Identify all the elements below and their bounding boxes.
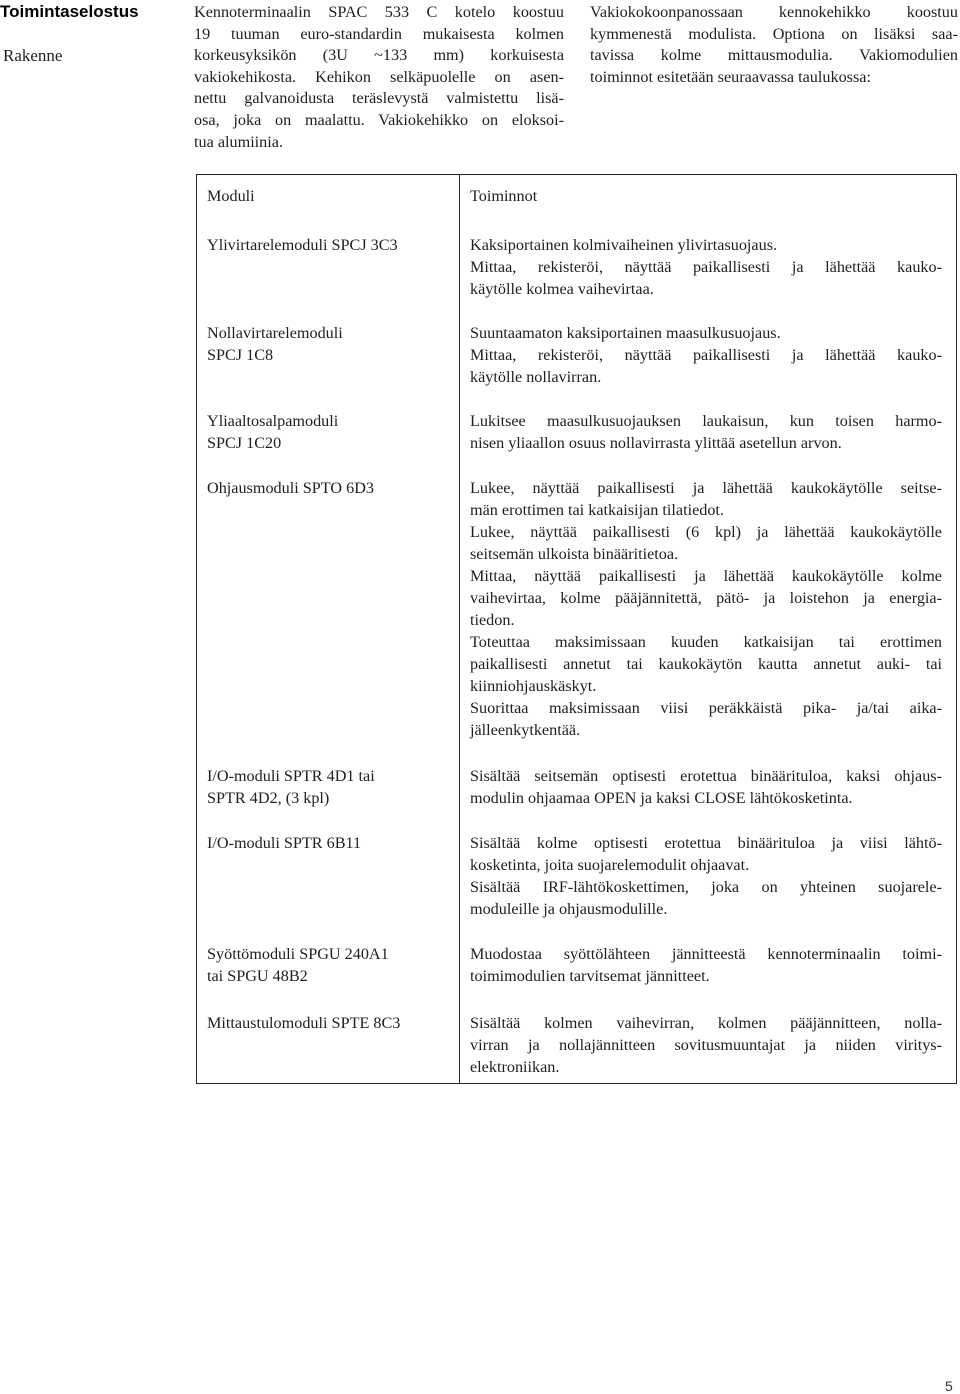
function-line: Sisältää kolmen vaihevirran, kolmen pääjännitteen, nolla-	[470, 1014, 942, 1032]
text-line: tavissa kolme mittausmodulia. Vakiomodulien	[590, 46, 958, 65]
section-subtitle: Rakenne	[3, 46, 63, 65]
function-line: moduleille ja ohjausmodulille.	[470, 900, 668, 918]
function-line: modulin ohjaamaa OPEN ja kaksi CLOSE lähtökosketinta.	[470, 789, 853, 807]
table-column-divider	[459, 174, 460, 1084]
table-cell-module	[207, 832, 453, 854]
text-line: 19 tuuman euro-standardin mukaisesta kolmen	[194, 24, 564, 43]
text-line: korkeusyksikön (3U ~133 mm) korkuisesta	[194, 46, 564, 65]
function-line: Lukee, näyttää paikallisesti (6 kpl) ja lähettää kaukokäytölle	[470, 523, 942, 541]
function-line: Sisältää kolme optisesti erotettua binäärituloa ja viisi lähtö-	[470, 834, 942, 852]
text-line: osa, joka on maalattu. Vakiokehikko on eloksoi-	[194, 110, 564, 129]
function-line: käytölle nollavirran.	[470, 368, 602, 386]
function-line: Sisältää seitsemän optisesti erotettua binäärituloa, kaksi ohjaus-	[470, 767, 942, 785]
table-cell-functions	[470, 1012, 942, 1078]
table-cell-functions	[470, 765, 942, 809]
function-line: Kaksiportainen kolmivaiheinen ylivirtasuojaus.	[470, 236, 778, 254]
function-line: kiinniohjauskäskyt.	[470, 677, 597, 695]
table-header-module: Moduli	[207, 187, 255, 205]
function-line: Suorittaa maksimissaan viisi peräkkäistä pika- ja/tai aika-	[470, 699, 942, 717]
text-line: toiminnot esitetään seuraavassa taulukossa:	[590, 67, 871, 86]
table-cell-functions	[470, 410, 942, 454]
text-line: nettu galvanoidusta teräslevystä valmistettu lisä-	[194, 89, 564, 108]
table-cell-module	[207, 234, 453, 256]
table-cell-module	[207, 943, 453, 987]
function-line: Suuntaamaton kaksiportainen maasulkusuojaus.	[470, 324, 781, 342]
module-name-line: SPTR 4D2, (3 kpl)	[207, 789, 330, 807]
function-line: paikallisesti annetut tai kaukokäytön kautta annetut auki- tai	[470, 655, 942, 673]
table-cell-module	[207, 322, 453, 366]
module-name-line: SPCJ 1C8	[207, 346, 274, 364]
intro-right-paragraph	[590, 2, 958, 88]
function-line: män erottimen tai katkaisijan tilatiedot.	[470, 501, 724, 519]
function-line: Mittaa, näyttää paikallisesti ja lähettää kaukokäytölle kolme	[470, 567, 942, 585]
function-line: Mittaa, rekisteröi, näyttää paikallisesti ja lähettää kauko-	[470, 258, 942, 276]
table-cell-module	[207, 410, 453, 454]
function-line: seitsemän ulkoista binääritietoa.	[470, 545, 679, 563]
module-name-line: tai SPGU 48B2	[207, 967, 308, 985]
function-line: virran ja nollajännitteen sovitusmuuntajat ja niiden viritys-	[470, 1036, 942, 1054]
intro-left-paragraph	[194, 2, 564, 153]
module-name-line: Ylivirtarelemoduli SPCJ 3C3	[207, 236, 398, 254]
module-name-line: I/O-moduli SPTR 4D1 tai	[207, 767, 375, 785]
function-line: vaihevirtaa, kolme pääjännitettä, pätö- ja loistehon ja energia-	[470, 589, 942, 607]
table-cell-functions	[470, 477, 942, 741]
function-line: elektroniikan.	[470, 1058, 560, 1076]
text-line: vakiokehikosta. Kehikon selkäpuolelle on asen-	[194, 67, 564, 86]
function-line: Toteuttaa maksimissaan kuuden katkaisijan tai erottimen	[470, 633, 942, 651]
function-line: Lukitsee maasulkusuojauksen laukaisun, kun toisen harmo-	[470, 412, 942, 430]
function-line: Muodostaa syöttölähteen jännitteestä kennoterminaalin toimi-	[470, 945, 942, 963]
page-number: 5	[945, 1378, 953, 1394]
function-line: käytölle kolmea vaihevirtaa.	[470, 280, 654, 298]
table-cell-functions	[470, 832, 942, 920]
table-cell-functions	[470, 322, 942, 388]
function-line: Sisältää IRF-lähtökoskettimen, joka on yhteinen suojarele-	[470, 878, 942, 896]
module-name-line: Ohjausmoduli SPTO 6D3	[207, 479, 374, 497]
module-name-line: Nollavirtarelemoduli	[207, 324, 343, 342]
table-cell-functions	[470, 234, 942, 300]
function-line: nisen yliaallon osuus nollavirrasta ylittää asetellun arvon.	[470, 434, 842, 452]
text-line: Vakiokokoonpanossaan kennokehikko koostuu	[590, 3, 958, 21]
module-name-line: Yliaaltosalpamoduli	[207, 412, 339, 430]
function-line: tiedon.	[470, 611, 515, 629]
table-cell-module	[207, 765, 453, 809]
text-line: Kennoterminaalin SPAC 533 C kotelo koostuu	[194, 3, 564, 21]
table-cell-module	[207, 477, 453, 499]
text-line: kymmenestä modulista. Optiona on lisäksi saa-	[590, 24, 958, 43]
module-name-line: I/O-moduli SPTR 6B11	[207, 834, 362, 852]
table-header-functions: Toiminnot	[470, 187, 538, 205]
function-line: kosketinta, joita suojarelemodulit ohjaavat.	[470, 856, 750, 874]
table-cell-functions	[470, 943, 942, 987]
text-line: tua alumiinia.	[194, 132, 284, 151]
section-title: Toimintaselostus	[0, 2, 139, 21]
function-line: Lukee, näyttää paikallisesti ja lähettää kaukokäytölle seitse-	[470, 479, 942, 497]
table-cell-module	[207, 1012, 453, 1034]
function-line: Mittaa, rekisteröi, näyttää paikallisesti ja lähettää kauko-	[470, 346, 942, 364]
function-line: toimimodulien tarvitsemat jännitteet.	[470, 967, 710, 985]
module-name-line: SPCJ 1C20	[207, 434, 282, 452]
module-name-line: Mittaustulomoduli SPTE 8C3	[207, 1014, 401, 1032]
function-line: jälleenkytkentää.	[470, 721, 581, 739]
module-name-line: Syöttömoduli SPGU 240A1	[207, 945, 389, 963]
